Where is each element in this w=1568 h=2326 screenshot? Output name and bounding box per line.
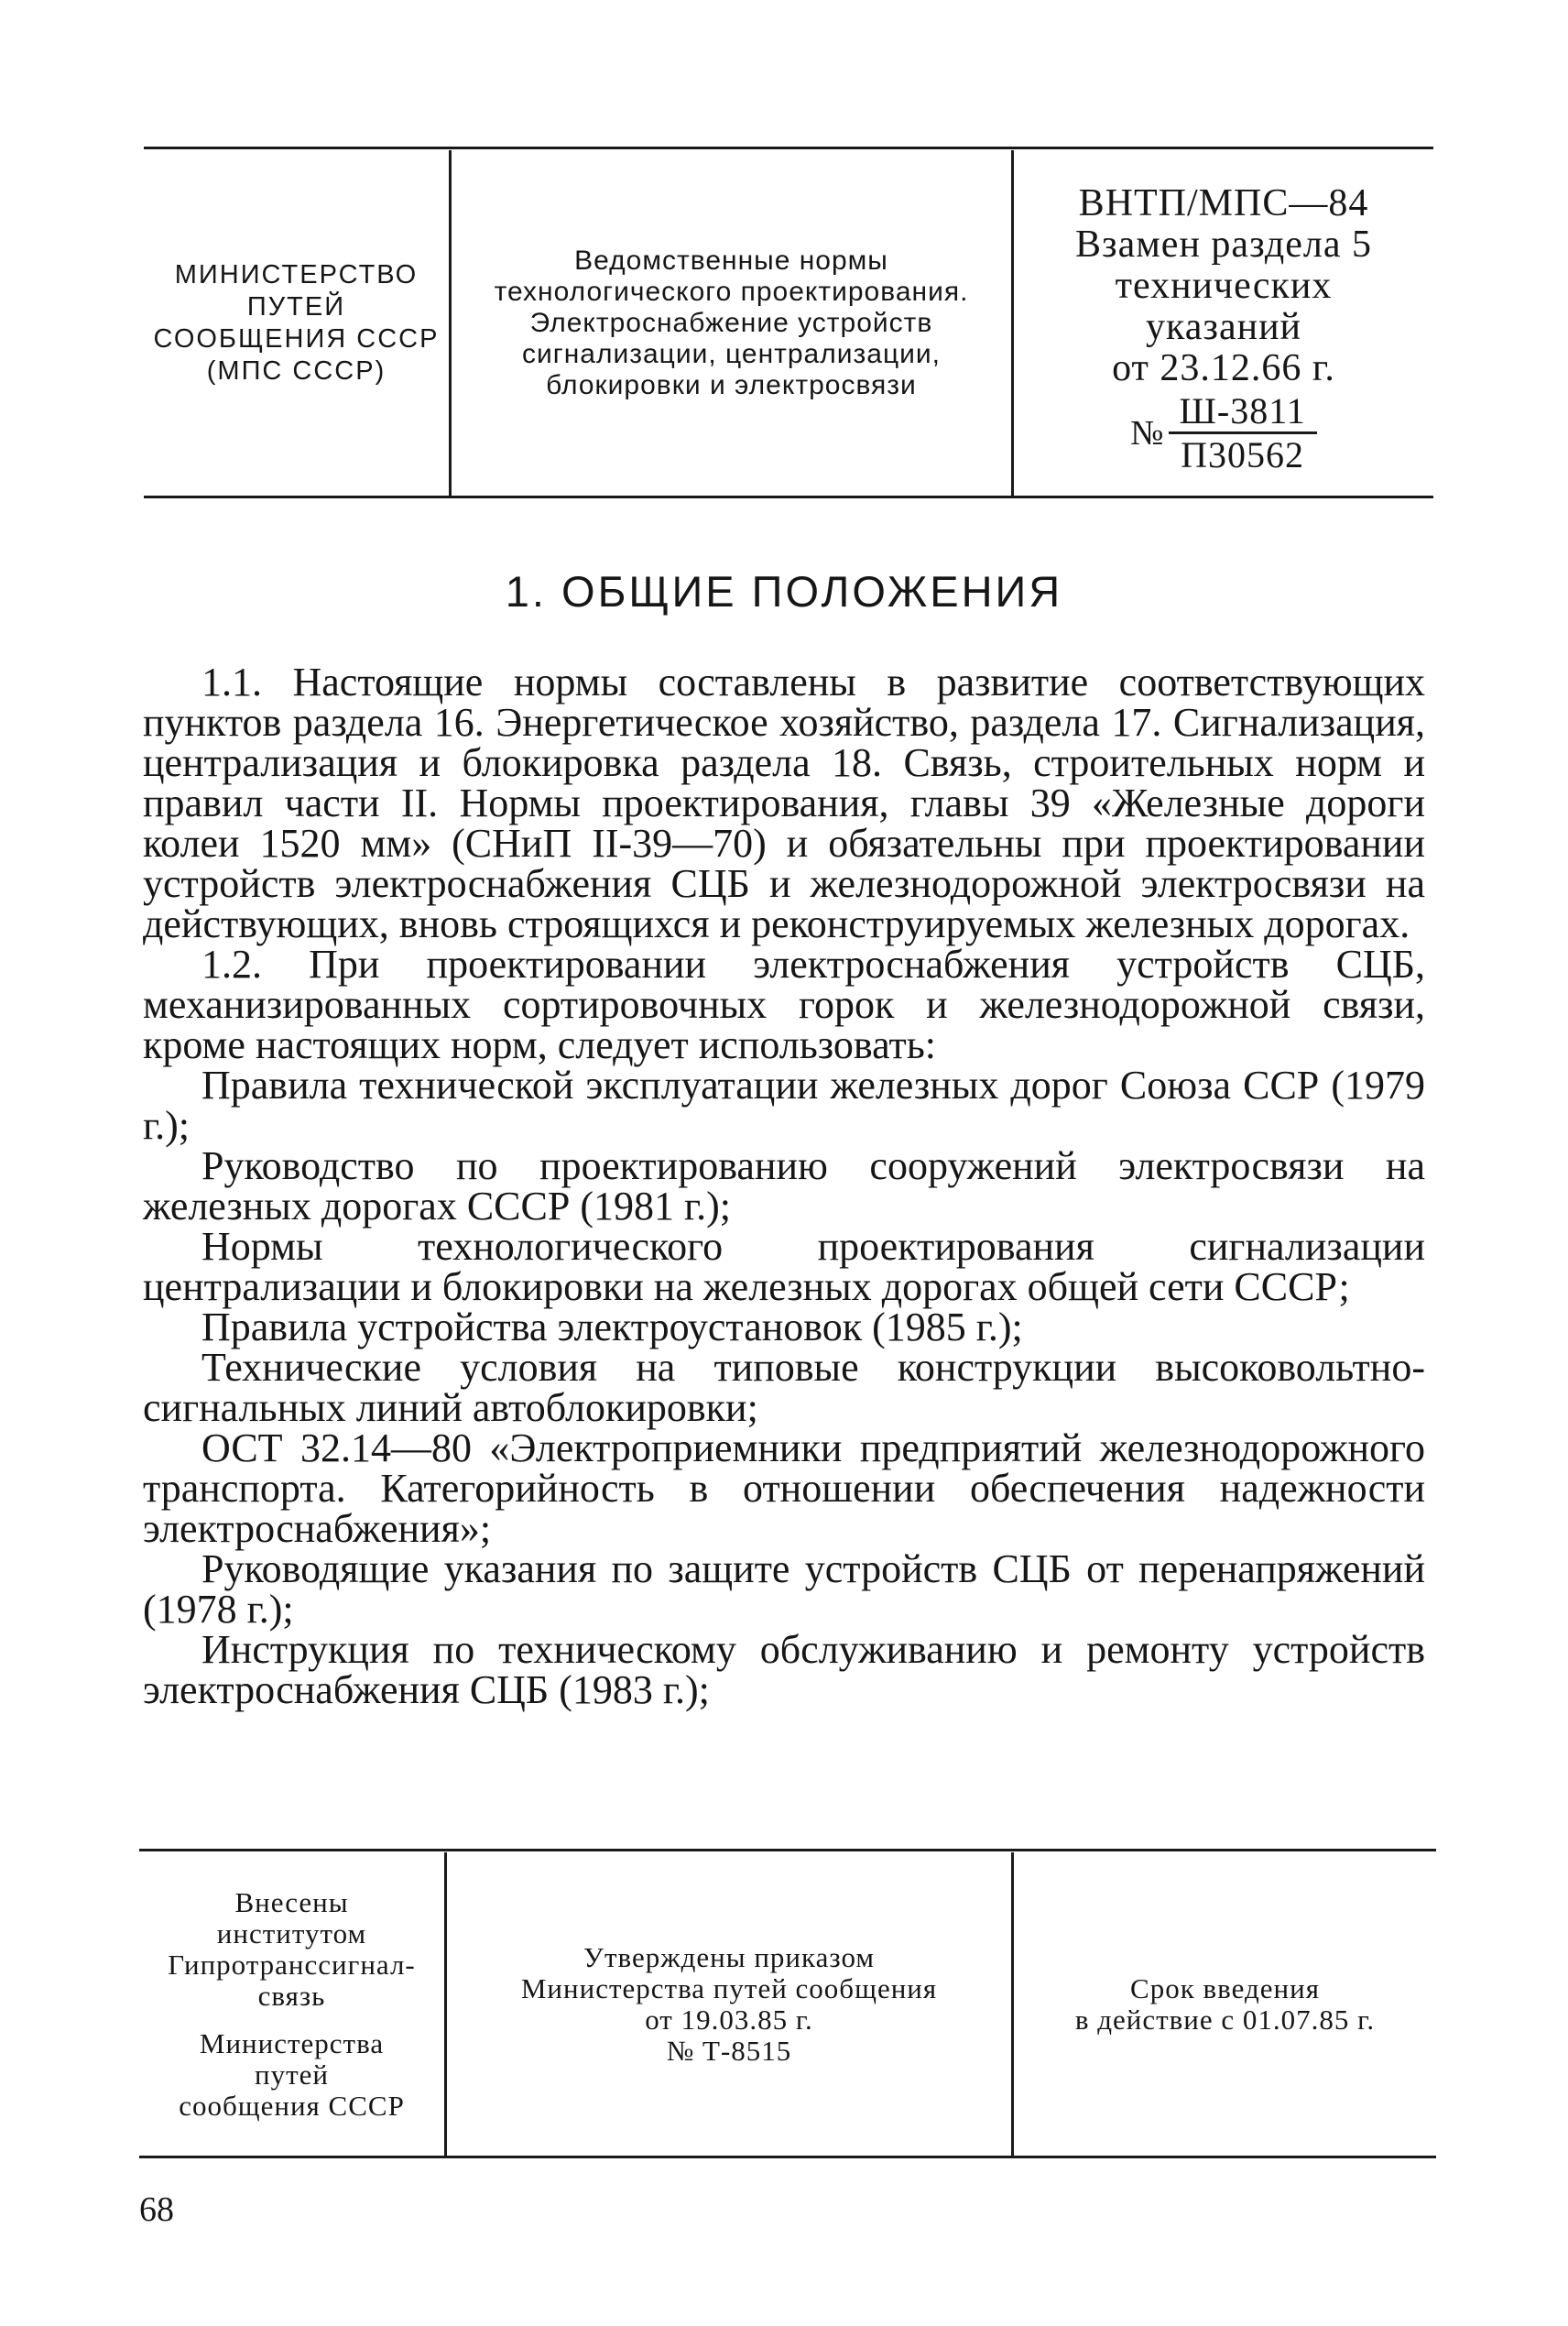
replaces-line: Взамен раздела 5 [1074,224,1373,266]
replaces-line: технических [1115,265,1333,307]
number-bottom: П30562 [1181,434,1305,475]
number-top: Ш-3811 [1169,391,1317,434]
page-number: 68 [139,2190,174,2229]
introduced-line: связь [257,1979,326,2012]
paragraph: Правила технической эксплуатации железных дорог Союза ССР (1979 г.); [143,1063,1425,1148]
ministry-line: путей [255,2058,329,2091]
paragraph: ОСТ 32.14—80 «Электроприемники предприятий железнодорожного транспорта. Категорийность в отношении обеспечения надежности электроснабжения»; [143,1425,1425,1551]
ministry-line: (МПС СССР) [206,355,387,386]
paragraph: 1.2. При проектировании электроснабжения устройств СЦБ, механизированных сортировочных горок и железнодорожной связи, кроме настоящих норм, следует использовать: [143,942,1425,1067]
number-fraction [1169,391,1317,476]
document-code-cell [1014,174,1433,486]
paragraph: Руководящие указания по защите устройств СЦБ от перенапряжений (1978 г.); [143,1546,1425,1632]
header-top-rule [144,147,1433,149]
introduced-line: Внесены [234,1885,349,1918]
paragraph: Руководство по проектированию сооружений электросвязи на железных дорогах СССР (1981 г.); [143,1143,1425,1229]
ministry-line: СООБЩЕНИЯ СССР [153,323,440,354]
introduced-line: Гипротранссигнал- [168,1948,416,1981]
ministry-line: ПУТЕЙ [246,291,346,322]
document-code: ВНТП/МПС—84 [1078,182,1369,224]
footer-bottom-rule [139,2156,1436,2158]
approved-cell [447,1852,1011,2156]
effective-date-cell [1014,1852,1436,2156]
ministry-cell [144,150,449,496]
norms-line: технологического проектирования. [494,276,969,307]
replaces-date: от 23.12.66 г. [1112,347,1335,389]
paragraph: Инструкция по техническому обслуживанию и ремонту устройств электроснабжения СЦБ (1983 г.); [143,1627,1425,1712]
effective-date: в действие с 01.07.85 г. [1074,2003,1376,2036]
number-sign: № [1130,414,1165,453]
ministry-line: Министерства [199,2026,385,2059]
order-number: № Т-8515 [666,2034,792,2067]
header-table [144,147,1433,499]
ministry-line: сообщения СССР [179,2089,405,2122]
effective-line: Срок введения [1130,1971,1320,2004]
paragraph: Технические условия на типовые конструкции высоковольтно-сигнальных линий автоблокировки; [143,1345,1425,1430]
introduced-line: институтом [216,1916,367,1949]
norms-line: Электроснабжение устройств [529,307,933,338]
norms-cell [452,150,1011,496]
introduced-by-cell [139,1852,444,2156]
approved-date: от 19.03.85 г. [645,2003,813,2036]
header-bottom-rule [144,496,1433,498]
approved-line: Министерства путей сообщения [520,1971,938,2004]
norms-line: Ведомственные нормы [574,245,888,276]
document-number [1130,391,1316,476]
paragraph: 1.1. Настоящие нормы составлены в развитие соответствующих пунктов раздела 16. Энергетическое хозяйство, раздела 17. Сигнализация, централизация и блокировка раздела 18. Связь, строительных норм и правил части II. Нормы проектирования, главы 39 «Железные дороги колеи 1520 мм» (СНиП II-39—70) и обязательны при проектировании устройств электроснабжения СЦБ и железнодорожной электросвязи на действующих, вновь строящихся и реконструируемых железных дорогах. [143,660,1425,946]
body-text [143,662,1425,1710]
replaces-line: указаний [1145,306,1302,348]
section-title: 1. ОБЩИЕ ПОЛОЖЕНИЯ [505,567,1063,616]
paragraph: Нормы технологического проектирования сигнализации централизации и блокировки на железных дорогах общей сети СССР; [143,1224,1425,1309]
ministry-line: МИНИСТЕРСТВО [174,259,419,289]
paragraph: Правила устройства электроустановок (1985 г.); [201,1305,1023,1349]
norms-line: сигнализации, централизации, [522,338,941,369]
footer-top-rule [139,1849,1436,1851]
norms-line: блокировки и электросвязи [546,369,917,400]
footer-table [139,1849,1436,2158]
approved-line: Утверждены приказом [583,1940,875,1973]
